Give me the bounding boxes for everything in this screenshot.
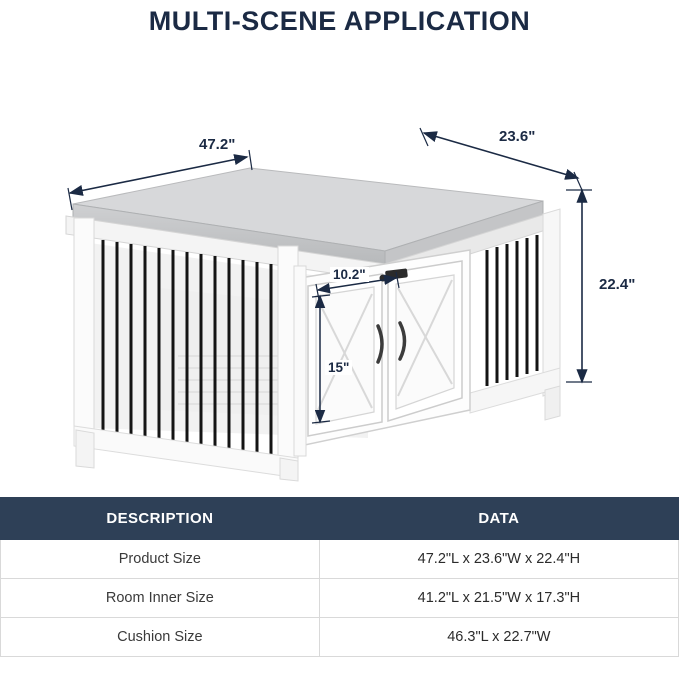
dim-overall-height: 22.4" <box>596 276 638 293</box>
page-title: MULTI-SCENE APPLICATION <box>148 6 531 36</box>
table-header-row <box>1 498 679 540</box>
row-value-cushion-size: 46.3"L x 22.7"W <box>319 618 678 657</box>
spec-table <box>0 497 679 657</box>
product-illustration <box>0 38 679 488</box>
row-label-product-size: Product Size <box>1 540 320 579</box>
row-label-cushion-size: Cushion Size <box>1 618 320 657</box>
spec-table-wrap <box>0 497 679 657</box>
dim-overall-depth: 23.6" <box>496 128 538 145</box>
row-value-room-inner-size: 41.2"L x 21.5"W x 17.3"H <box>319 579 678 618</box>
dim-door-width: 10.2" <box>330 267 369 282</box>
table-row <box>1 540 679 579</box>
table-header-data: DATA <box>319 498 678 540</box>
dim-door-height: 15" <box>325 360 352 375</box>
row-label-room-inner-size: Room Inner Size <box>1 579 320 618</box>
dim-overall-width: 47.2" <box>196 136 238 153</box>
table-row <box>1 579 679 618</box>
row-value-product-size: 47.2"L x 23.6"W x 22.4"H <box>319 540 678 579</box>
table-header-description: DESCRIPTION <box>1 498 320 540</box>
product-diagram <box>0 38 679 488</box>
table-row <box>1 618 679 657</box>
